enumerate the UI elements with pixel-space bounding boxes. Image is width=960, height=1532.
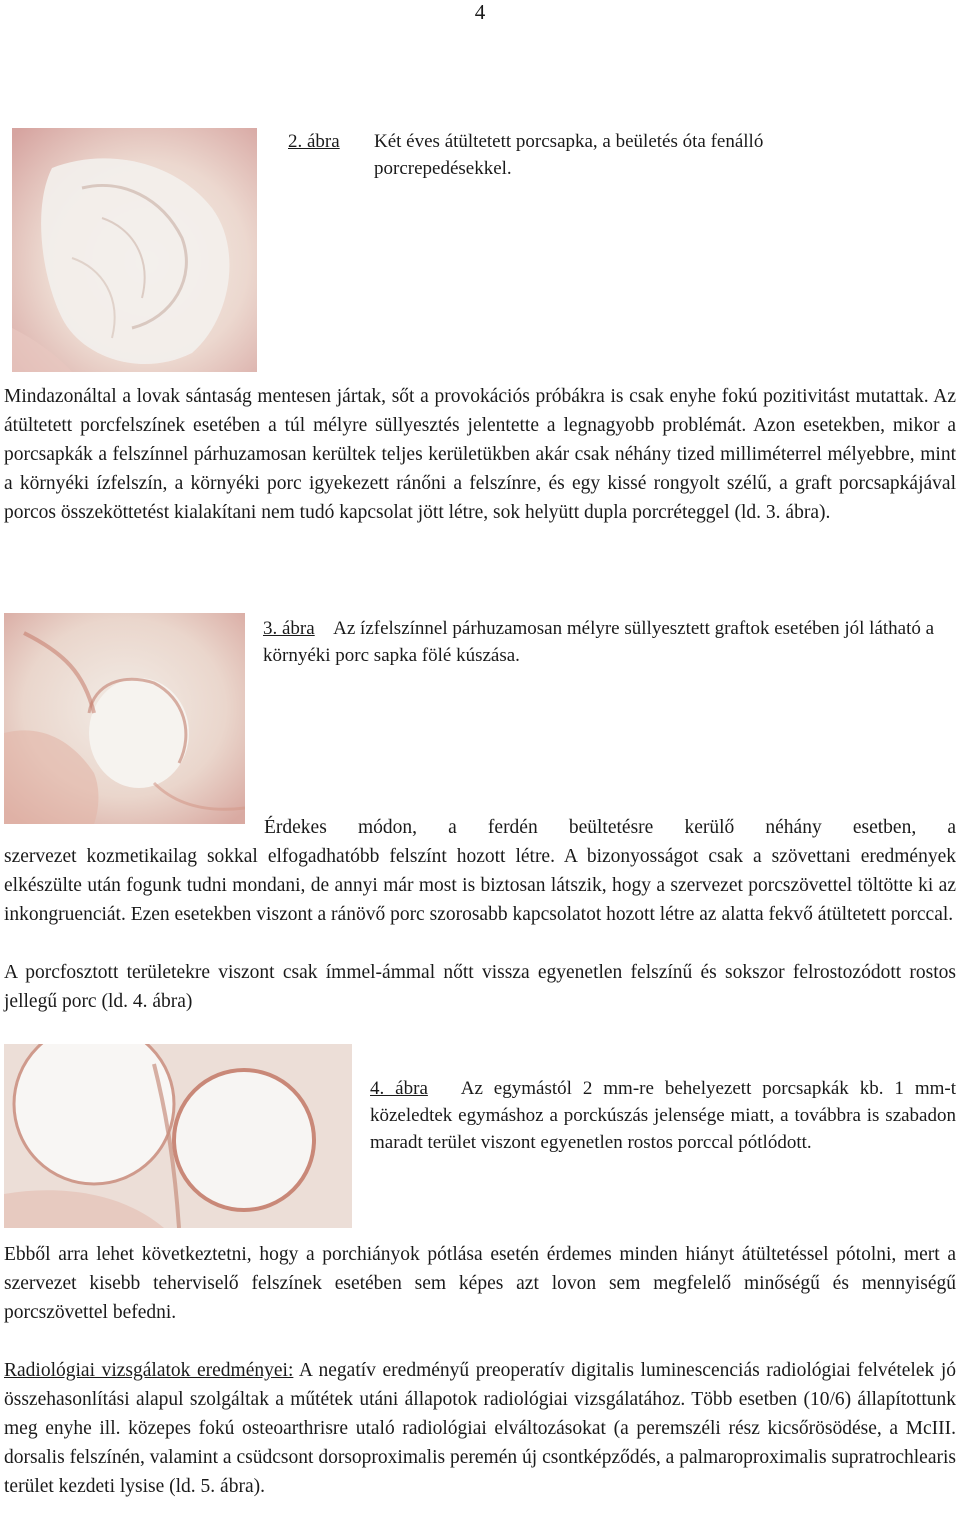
figure-4-label: 4. ábra: [370, 1078, 428, 1099]
figure-4-caption: Az egymástól 2 mm-re behelyezett porcsapkák kb. 1 mm-t közeledtek egymáshoz a porckúszás jelensége miatt, a továbbra is szabadon maradt terület viszont egyenetlen rostos porccal pótlódott.: [370, 1078, 957, 1153]
paragraph-2: szervezet kozmetikailag sokkal elfogadhatóbb felszínt hozott létre. A bizonyosságot csak a szövettani eredmények elkészülte után fogunk tudni mondani, de annyi már most is biztosan látszik, hogy a szervezet porcszövettel töltötte ki az inkongruenciát. Ezen esetekben viszont a ránövő porc szorosabb kapcsolatot hozott létre az alatta fekvő átültetett porccal.: [4, 846, 956, 925]
figure-3-image: [4, 613, 245, 824]
figure-2-caption: Két éves átültetett porcsapka, a beületés óta fenálló porcrepedésekkel.: [374, 131, 764, 179]
section-heading-radiology: Radiológiai vizsgálatok eredményei:: [4, 1360, 294, 1381]
figure-4-image: [4, 1044, 352, 1228]
figure-2-image: [12, 128, 257, 372]
figure-2-caption-block: [288, 128, 808, 182]
paragraph-2-first-line: Érdekes módon, a ferdén beültetésre kerülő néhány esetben, a: [264, 817, 956, 838]
paragraph-1: Mindazonáltal a lovak sántaság mentesen jártak, sőt a provokációs próbákra is csak enyhe fokú pozitivitást mutattak. Az átültetett porcfelszínek esetében a túl mélyre süllyesztés jelentette a legnagyobb problémát. Azon esetekben, mikor a porcsapkák a felszínnel párhuzamosan kerültek teljes kerületükben akár csak néhány tized milliméterrel mélyebbre, mint a környéki ízfelszín, a környéki porc igyekezett ránőni a felszínre, és egy kissé rongyolt szélű, a graft porcsapkájával porcos összeköttetést kialakítani nem tudó kapcsolat jött létre, sok helyütt dupla porcréteggel (ld. 3. ábra).: [4, 386, 956, 523]
figure-3-label: 3. ábra: [263, 618, 315, 639]
paragraph-5-text: A negatív eredményű preoperatív digitalis luminescenciás radiológiai felvételek jó összehasonlítási alapul szolgáltak a műtétek utáni állapotok radiológiai vizsgálatához. Több esetben (10/6) állapítottunk meg enyhe ill. közepes fokú osteoarthrisre utaló radiológiai elváltozásokat (a peremszéli rész kicsőrösödése, a McIII. dorsalis felszínén, valamint a csüdcsont dorsoproximalis peremén új csontképződés, a palmaroproximalis supratrochlearis terület kezdeti lysise (ld. 5. ábra).: [4, 1360, 956, 1497]
paragraph-5: [4, 1356, 956, 1501]
figure-2-label: 2. ábra: [288, 131, 340, 152]
paragraph-3: A porcfosztott területekre viszont csak ímmel-ámmal nőtt vissza egyenetlen felszínű és sokszor felrostozódott rostos jellegű porc (ld. 4. ábra): [4, 962, 956, 1012]
figure-4-caption-block: [370, 1075, 956, 1156]
figure-3-caption: Az ízfelszínnel párhuzamosan mélyre süllyesztett graftok esetében jól látható a környéki porc sapka fölé kúszása.: [263, 618, 935, 666]
page-number: 4: [474, 0, 486, 24]
figure-3-caption-block: [263, 615, 943, 669]
paragraph-4: Ebből arra lehet következtetni, hogy a porchiányok pótlása esetén érdemes minden hiányt átültetéssel pótolni, mert a szervezet kisebb teherviselő felszínek esetében sem képes azt lovon sem megfelelő minőségű és mennyiségű porcszövettel befedni.: [4, 1244, 956, 1323]
